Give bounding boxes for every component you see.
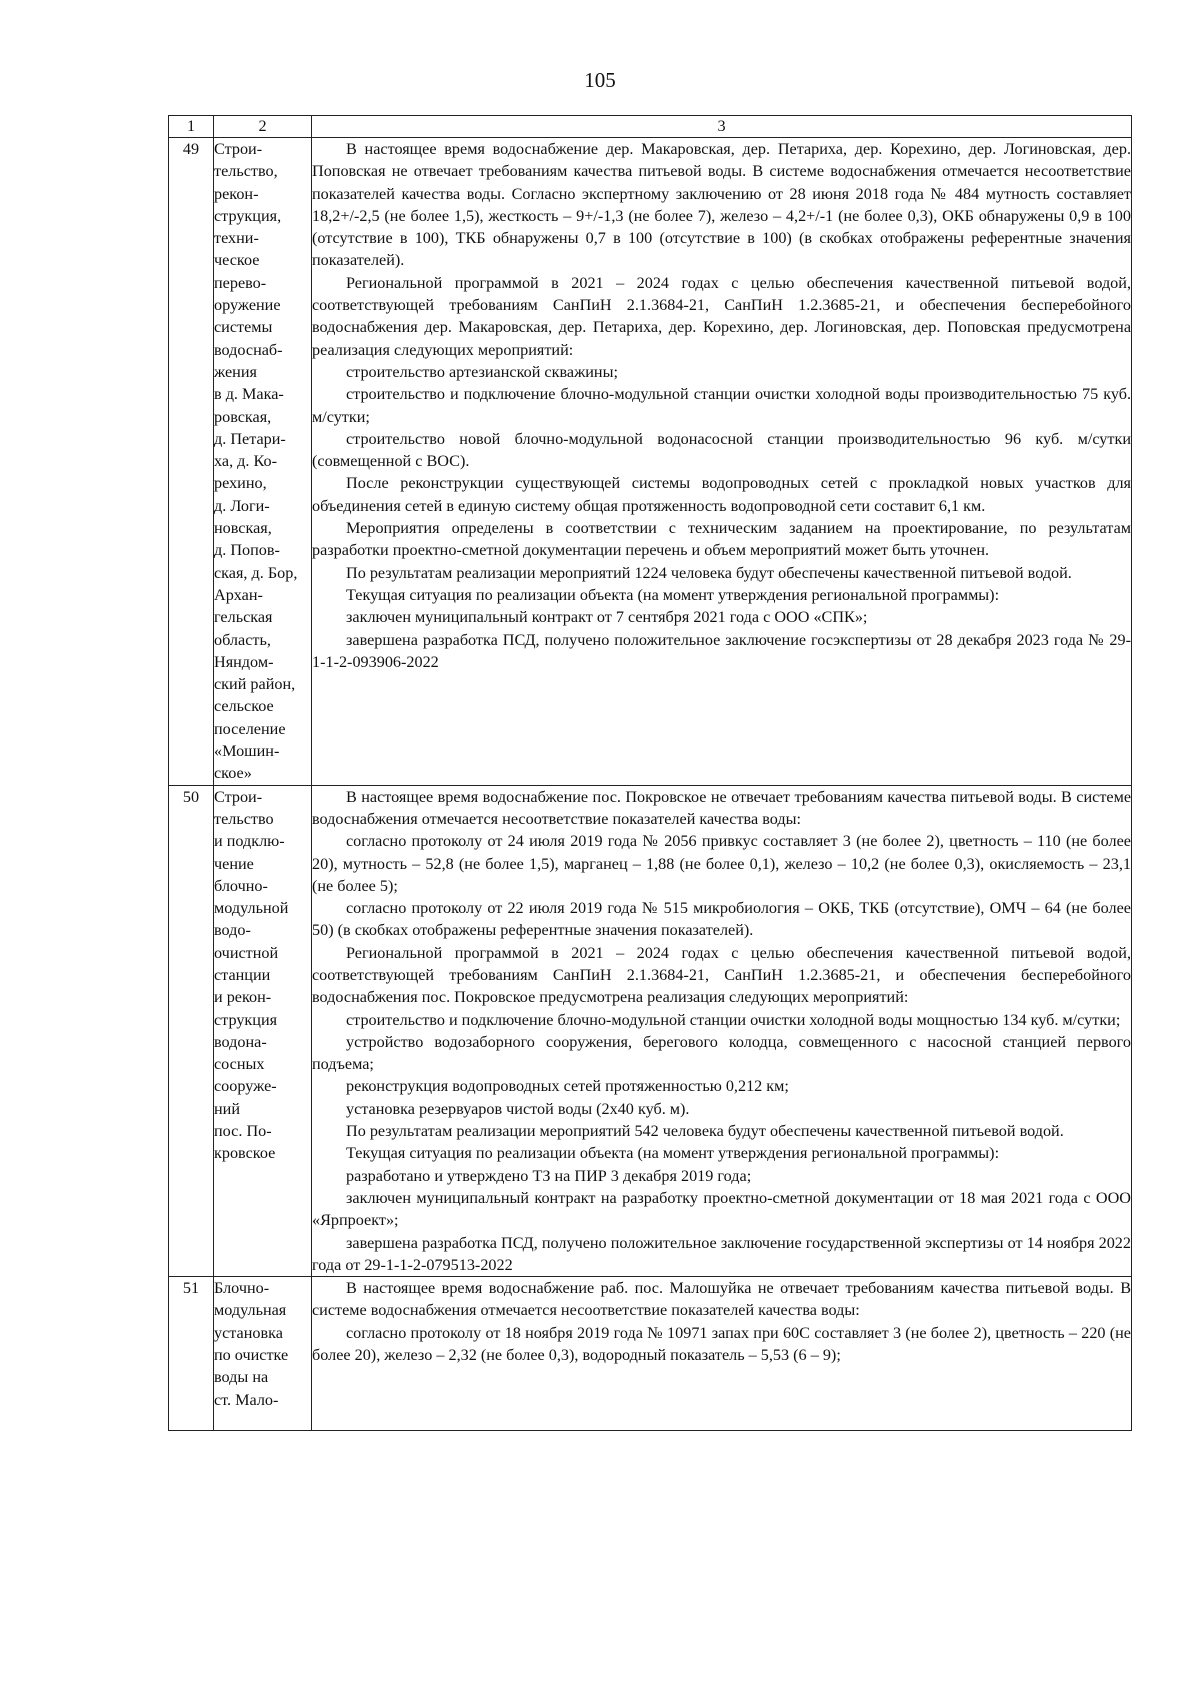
object-name-line: новская,	[214, 519, 272, 538]
object-name-line: пос. По-	[214, 1122, 272, 1141]
object-name-line: Строи-	[214, 787, 263, 806]
object-name-line: Блочно-	[214, 1279, 270, 1298]
object-name-line: ст. Мало-	[214, 1390, 279, 1409]
description-paragraph: Региональной программой в 2021 – 2024 годах с целью обеспечения качественной питьевой водой, соответствующей требованиям СанПиН 2.1.3684-21, СанПиН 1.2.3685-21, и обеспечения бесперебойного водоснабжения пос. Покровское предусмотрена реализация следующих мероприятий:	[312, 943, 1131, 1007]
object-name-line: станции	[214, 965, 271, 984]
column-number-2: 2	[214, 116, 312, 138]
object-name-line: сооруже-	[214, 1077, 277, 1096]
object-name-line: струкция,	[214, 206, 282, 225]
object-name-line: установка	[214, 1323, 283, 1342]
object-name-line: водона-	[214, 1032, 267, 1051]
object-name-line: тельство	[214, 809, 274, 828]
object-name-line: в д. Мака-	[214, 385, 284, 404]
description-paragraph: завершена разработка ПСД, получено положительное заключение госэкспертизы от 28 декабря 2023 года № 29-1-1-2-093906-2022	[312, 630, 1131, 671]
object-name-line: очистной	[214, 943, 279, 962]
object-name-line: и рекон-	[214, 988, 272, 1007]
description-paragraph: Мероприятия определены в соответствии с техническим заданием на проектирование, по результатам разработки проектно-сметной документации перечень и объем мероприятий может быть уточнен.	[312, 519, 1131, 560]
table-row	[169, 785, 1132, 1277]
row-number: 50	[169, 785, 214, 1277]
object-name-line: поселение	[214, 719, 286, 738]
object-name-line: перево-	[214, 273, 267, 292]
object-name-line: ский район,	[214, 675, 296, 694]
description-paragraph: согласно протоколу от 24 июля 2019 года № 2056 привкус составляет 3 (не более 2), цветность – 110 (не более 20), мутность – 52,8 (не более 1,5), марганец – 1,88 (не более 0,1), железо – 10,2 (не более 0,3), окисляемость – 23,1 (не более 5);	[312, 832, 1131, 895]
table-row	[169, 1277, 1132, 1431]
object-description	[312, 785, 1132, 1277]
program-table	[168, 115, 1132, 1431]
description-paragraph: устройство водозаборного сооружения, берегового колодца, совмещенного с насосной станцией первого подъема;	[312, 1032, 1131, 1074]
table-row	[169, 138, 1132, 786]
object-name-line: ха, д. Ко-	[214, 452, 277, 471]
description-paragraph: Текущая ситуация по реализации объекта (на момент утверждения региональной программы):	[346, 585, 1000, 604]
object-name-line: струкция	[214, 1010, 278, 1029]
object-name-line: ское»	[214, 764, 252, 783]
description-paragraph: В настоящее время водоснабжение пос. Покровское не отвечает требованиям качества питьевой воды. В системе водоснабжения отмечается несоответствие показателей качества воды:	[312, 787, 1131, 828]
object-name	[214, 785, 312, 1277]
object-name-line: д. Попов-	[214, 541, 280, 560]
page-number: 105	[584, 68, 616, 92]
description-paragraph: строительство новой блочно-модульной водонасосной станции производительностью 96 куб. м/сутки (совмещенной с ВОС).	[312, 429, 1131, 471]
object-name-line: техни-	[214, 229, 259, 248]
object-description	[312, 1277, 1132, 1431]
description-paragraph: разработано и утверждено ТЗ на ПИР 3 декабря 2019 года;	[346, 1166, 752, 1185]
description-paragraph: В настоящее время водоснабжение раб. пос. Малошуйка не отвечает требованиям качества питьевой воды. В системе водоснабжения отмечается несоответствие показателей качества воды:	[312, 1279, 1131, 1320]
object-name-line: и подклю-	[214, 832, 285, 851]
object-name-line: ний	[214, 1099, 240, 1118]
column-number-3: 3	[312, 116, 1132, 138]
object-name-line: модульной	[214, 899, 289, 918]
object-name-line: ская, д. Бор,	[214, 563, 298, 582]
column-number-1: 1	[169, 116, 214, 138]
description-paragraph: В настоящее время водоснабжение дер. Макаровская, дер. Петариха, дер. Корехино, дер. Логиновская, дер. Поповская не отвечает требованиям качества питьевой воды. В системе водоснабжения отмечается несоответствие показателей качества воды. Согласно экспертному заключению от 28 июня 2018 года № 484 мутность составляет 18,2+/-2,5 (не более 1,5), жесткость – 9+/-1,3 (не более 7), железо – 4,2+/-1 (не более 0,3), ОКБ обнаружены 0,9 в 100 (отсутствие в 100), ТКБ обнаружены 0,7 в 100 (отсутствие в 100) (в скобках отображены референтные значения показателей).	[312, 140, 1131, 270]
description-paragraph: Текущая ситуация по реализации объекта (на момент утверждения региональной программы):	[346, 1144, 1000, 1163]
object-name-line: тельство,	[214, 162, 278, 181]
object-name-line: кровское	[214, 1144, 276, 1163]
object-name-line: д. Петари-	[214, 429, 286, 448]
object-name-line: модульная	[214, 1301, 287, 1320]
description-paragraph: Региональной программой в 2021 – 2024 годах с целью обеспечения качественной питьевой водой, соответствующей требованиям СанПиН 2.1.3684-21, СанПиН 1.2.3685-21, и обеспечения бесперебойного водоснабжения дер. Макаровская, дер. Петариха, дер. Корехино, дер. Логиновская, дер. Поповская предусмотрена реализация следующих мероприятий:	[312, 273, 1131, 359]
object-name-line: сельское	[214, 697, 274, 716]
object-name-line: ровская,	[214, 407, 272, 426]
object-name-line: чение	[214, 854, 254, 873]
object-name-line: д. Логи-	[214, 496, 270, 515]
object-name-line: область,	[214, 630, 271, 649]
description-paragraph: По результатам реализации мероприятий 542 человека будут обеспечены качественной питьевой водой.	[346, 1122, 1064, 1141]
object-name-line: блочно-	[214, 876, 268, 895]
description-paragraph: заключен муниципальный контракт на разработку проектно-сметной документации от 18 мая 2021 года с ООО «Ярпроект»;	[312, 1188, 1131, 1230]
object-name-line: гельская	[214, 608, 273, 627]
object-name-line: сосных	[214, 1055, 265, 1074]
object-name-line: Архан-	[214, 585, 263, 604]
description-paragraph: реконструкция водопроводных сетей протяженностью 0,212 км;	[346, 1077, 789, 1096]
object-name-line: рекон-	[214, 184, 259, 203]
object-name-line: системы	[214, 318, 273, 337]
object-name-line: рехино,	[214, 474, 267, 493]
object-name-line: водо-	[214, 921, 251, 940]
object-name-line: оружение	[214, 296, 281, 315]
description-paragraph: согласно протоколу от 18 ноября 2019 года № 10971 запах при 60С составляет 3 (не более 2), цветность – 220 (не более 20), железо – 2,32 (не более 0,3), водородный показатель – 5,53 (6 – 9);	[312, 1323, 1131, 1365]
description-paragraph: установка резервуаров чистой воды (2х40 куб. м).	[346, 1099, 690, 1118]
description-paragraph: согласно протоколу от 22 июля 2019 года № 515 микробиология – ОКБ, ТКБ (отсутствие), ОМЧ – 64 (не более 50) (в скобках отображены референтные значения показателей).	[312, 899, 1131, 940]
object-name-line: жения	[214, 362, 257, 381]
object-name	[214, 138, 312, 786]
object-description	[312, 138, 1132, 786]
row-number: 49	[169, 138, 214, 786]
description-paragraph: После реконструкции существующей системы водопроводных сетей с прокладкой новых участков для объединения сетей в единую систему общая протяженность водопроводной сети составит 6,1 км.	[312, 474, 1131, 515]
description-paragraph: заключен муниципальный контракт от 7 сентября 2021 года с ООО «СПК»;	[346, 608, 868, 627]
description-paragraph: завершена разработка ПСД, получено положительное заключение государственной экспертизы от 14 ноября 2022 года от 29-1-1-2-079513-2022	[312, 1233, 1131, 1274]
object-name-line: водоснаб-	[214, 340, 283, 359]
object-name-line: «Мошин-	[214, 742, 280, 761]
description-paragraph: строительство и подключение блочно-модульной станции очистки холодной воды мощностью 134 куб. м/сутки;	[346, 1010, 1121, 1029]
object-name-line: по очистке	[214, 1346, 289, 1365]
object-name	[214, 1277, 312, 1431]
description-paragraph: строительство артезианской скважины;	[346, 362, 618, 381]
row-number: 51	[169, 1277, 214, 1431]
column-number-row	[169, 116, 1132, 138]
object-name-line: Строи-	[214, 140, 263, 158]
object-name-line: ческое	[214, 251, 260, 270]
description-paragraph: строительство и подключение блочно-модульной станции очистки холодной воды производительностью 75 куб. м/сутки;	[312, 385, 1131, 426]
object-name-line: воды на	[214, 1368, 269, 1387]
description-paragraph: По результатам реализации мероприятий 1224 человека будут обеспечены качественной питьевой водой.	[346, 563, 1072, 582]
object-name-line: Няндом-	[214, 652, 274, 671]
